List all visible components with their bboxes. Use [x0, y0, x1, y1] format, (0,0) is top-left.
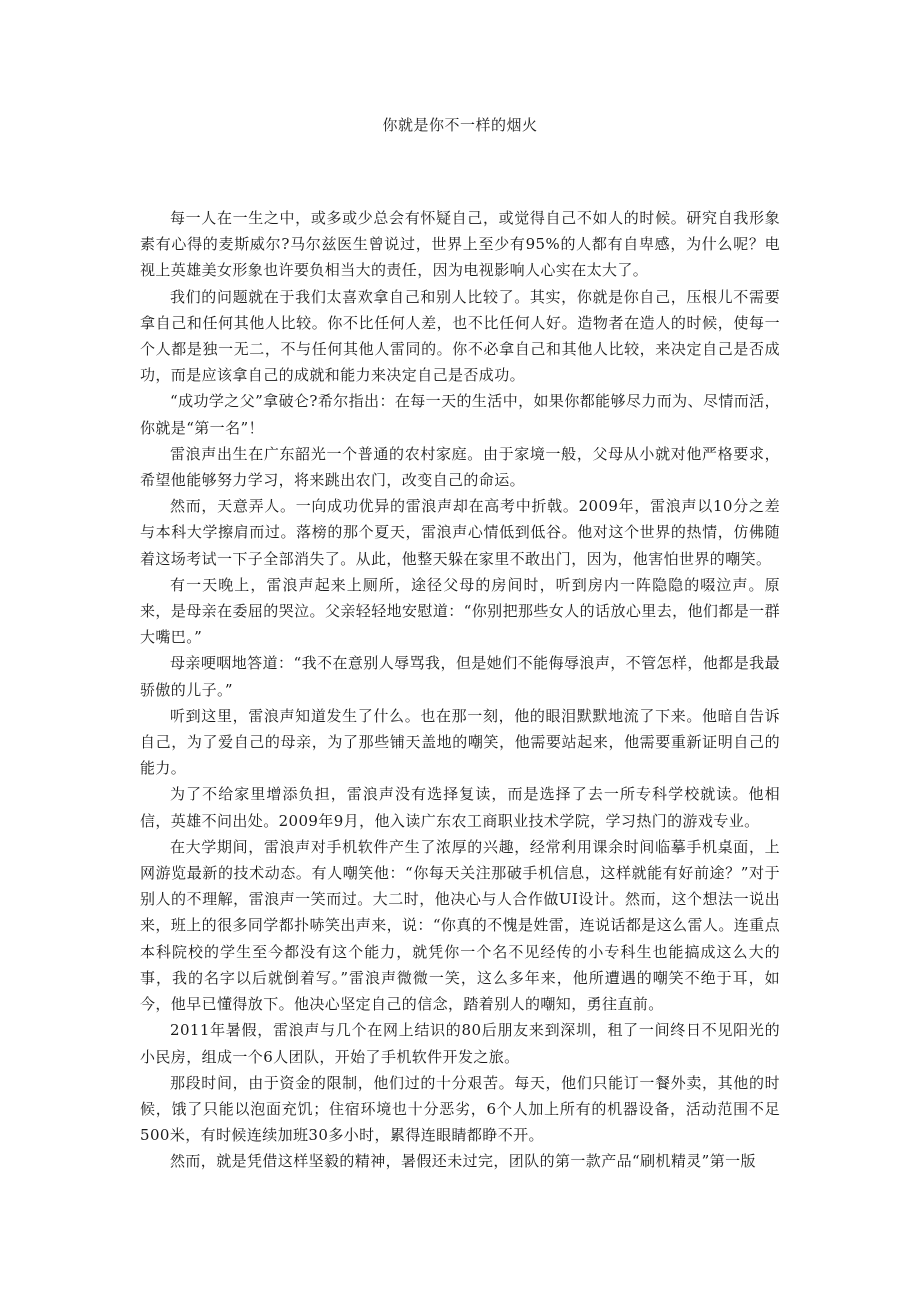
- paragraph: 为了不给家里增添负担，雷浪声没有选择复读，而是选择了去一所专科学校就读。他相信，英雄不问出处。2009年9月，他入读广东农工商职业技术学院，学习热门的游戏专业。: [140, 785, 780, 830]
- document-title: 你就是你不一样的烟火: [382, 116, 538, 134]
- paragraph: 那段时间，由于资金的限制，他们过的十分艰苦。每天，他们只能订一餐外卖，其他的时候，饿了只能以泡面充饥；住宿环境也十分恶劣，6个人加上所有的机器设备，活动范围不足500米，有时候连续加班30多小时，累得连眼睛都睁不开。: [140, 1073, 780, 1145]
- paragraph: 每一人在一生之中，或多或少总会有怀疑自己，或觉得自己不如人的时候。研究自我形象素有心得的麦斯威尔?马尔兹医生曾说过，世界上至少有95%的人都有自卑感，为什么呢？电视上英雄美女形象也许要负相当大的责任，因为电视影响人心实在太大了。: [140, 209, 780, 280]
- paragraph: 雷浪声出生在广东韶光一个普通的农村家庭。由于家境一般，父母从小就对他严格要求，希望他能够努力学习，将来跳出农门，改变自己的命运。: [140, 444, 780, 490]
- paragraph: 母亲哽咽地答道：“我不在意别人辱骂我，但是她们不能侮辱浪声，不管怎样，他都是我最骄傲的儿子。”: [140, 654, 780, 699]
- paragraph: 在大学期间，雷浪声对手机软件产生了浓厚的兴趣，经常利用课余时间临摹手机桌面，上网游览最新的技术动态。有人嘲笑他：“你每天关注那破手机信息，这样就能有好前途？”对于别人的不理解，雷浪声一笑而过。大二时，他决心与人合作做UI设计。然而，这个想法一说出来，班上的很多同学都扑哧笑出声来，说：“你真的不愧是姓雷，连说话都是这么雷人。连重点本科院校的学生至今都没有这个能力，就凭你一个名不见经传的小专科生也能搞成这么大的事，我的名字以后就倒着写。”雷浪声微微一笑，这么多年来，他所遭遇的嘲笑不绝于耳，如今，他早已懂得放下。他决心坚定自己的信念，踏着别人的嘲知，勇往直前。: [140, 837, 780, 1014]
- paragraph: “成功学之父”拿破仑?希尔指出：在每一天的生活中，如果你都能够尽力而为、尽情而活，你就是“第一名”！: [140, 392, 780, 437]
- paragraph: 然而，天意弄人。一向成功优异的雷浪声却在高考中折戟。2009年，雷浪声以10分之差与本科大学擦肩而过。落榜的那个夏天，雷浪声心情低到低谷。他对这个世界的热情，仿佛随着这场考试一下子全部消失了。从此，他整天躲在家里不敢出门，因为，他害怕世界的嘲笑。: [140, 497, 780, 568]
- document-body: [140, 205, 780, 1175]
- paragraph: 然而，就是凭借这样坚毅的精神，暑假还未过完，团队的第一款产品“刷机精灵”第一版: [170, 1152, 756, 1171]
- paragraph: 我们的问题就在于我们太喜欢拿自己和别人比较了。其实，你就是你自己，压根儿不需要拿自己和任何其他人比较。你不比任何人差，也不比任何人好。造物者在造人的时候，使每一个人都是独一无二，不与任何其他人雷同的。你不必拿自己和其他人比较，来决定自己是否成功，而是应该拿自己的成就和能力来决定自己是否成功。: [140, 287, 780, 385]
- paragraph: 听到这里，雷浪声知道发生了什么。也在那一刻，他的眼泪默默地流了下来。他暗自告诉自己，为了爱自己的母亲，为了那些铺天盖地的嘲笑，他需要站起来，他需要重新证明自己的能力。: [140, 706, 780, 778]
- paragraph: 2011年暑假，雷浪声与几个在网上结识的80后朋友来到深圳，租了一间终日不见阳光的小民房，组成一个6人团队，开始了手机软件开发之旅。: [140, 1021, 780, 1066]
- paragraph: 有一天晚上，雷浪声起来上厕所，途径父母的房间时，听到房内一阵隐隐的啜泣声。原来，是母亲在委屈的哭泣。父亲轻轻地安慰道：“你别把那些女人的话放心里去，他们都是一群大嘴巴。”: [140, 575, 780, 647]
